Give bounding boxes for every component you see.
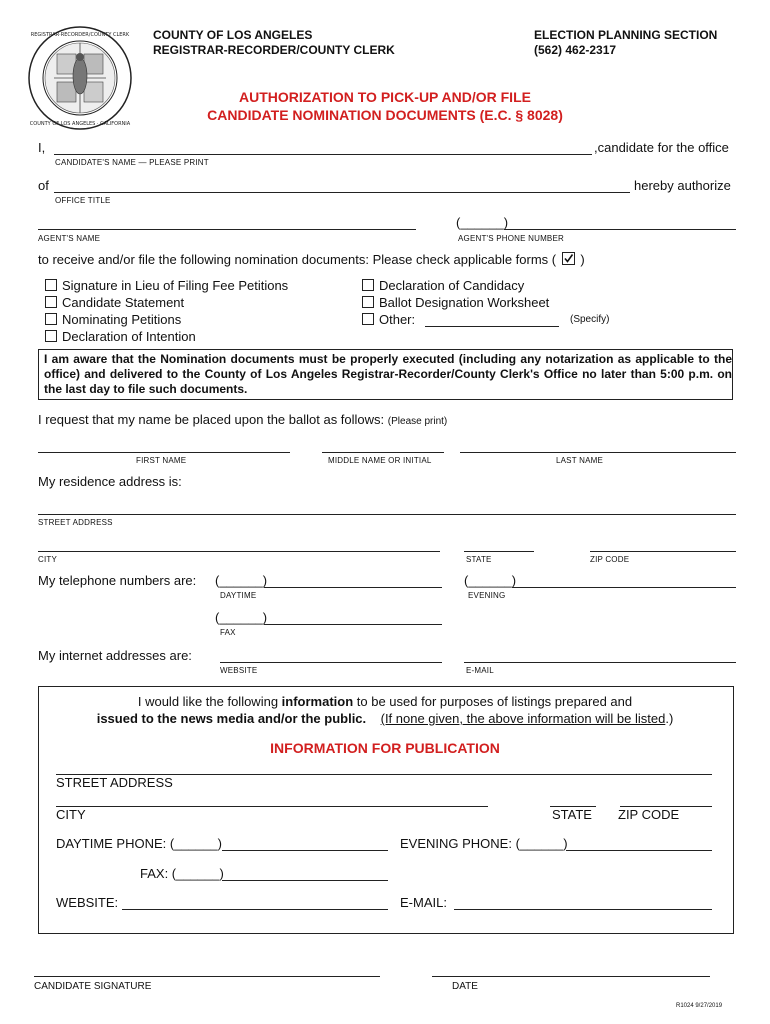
checkbox-item[interactable] bbox=[362, 277, 549, 294]
residence-street-caption: STREET ADDRESS bbox=[38, 518, 113, 527]
email-caption: E-MAIL bbox=[466, 666, 494, 675]
middle-name-input[interactable] bbox=[322, 438, 444, 453]
residence-zip-input[interactable] bbox=[590, 537, 736, 552]
pub-daytime-label: DAYTIME PHONE: (______) bbox=[56, 836, 222, 851]
intro-text: .) bbox=[665, 711, 674, 726]
checkbox-label: Signature in Lieu of Filing Fee Petitions bbox=[62, 278, 289, 293]
checkbox-icon[interactable] bbox=[45, 296, 57, 308]
i-label: I, bbox=[38, 140, 46, 155]
header-left bbox=[153, 28, 395, 58]
county-name: COUNTY OF LOS ANGELES bbox=[153, 28, 313, 42]
phones-label: My telephone numbers are: bbox=[38, 573, 197, 588]
checkbox-icon[interactable] bbox=[362, 296, 374, 308]
first-name-caption: FIRST NAME bbox=[136, 456, 187, 465]
section-phone: (562) 462-2317 bbox=[534, 43, 617, 57]
pub-state-label: STATE bbox=[552, 807, 592, 822]
intro-text: I would like the following bbox=[137, 694, 282, 709]
ballot-request bbox=[38, 412, 447, 427]
fax-phone-prefix: (______) bbox=[215, 610, 268, 625]
ballot-request-note: (Please print) bbox=[387, 416, 448, 427]
notice-box bbox=[38, 349, 733, 400]
pub-zip-label: ZIP CODE bbox=[618, 807, 680, 822]
checkbox-label: Ballot Designation Worksheet bbox=[379, 295, 550, 310]
date-input[interactable] bbox=[432, 962, 710, 977]
pub-fax-input[interactable] bbox=[222, 866, 388, 881]
checkbox-label: Declaration of Intention bbox=[62, 329, 196, 344]
pub-street-label: STREET ADDRESS bbox=[56, 775, 173, 790]
last-name-input[interactable] bbox=[460, 438, 736, 453]
email-input[interactable] bbox=[464, 648, 736, 663]
header-right bbox=[534, 28, 717, 58]
residence-state-caption: STATE bbox=[466, 555, 492, 564]
section-name: ELECTION PLANNING SECTION bbox=[534, 28, 718, 42]
checkbox-label: Nominating Petitions bbox=[62, 312, 182, 327]
svg-text:COUNTY OF LOS ANGELES · CALIFO: COUNTY OF LOS ANGELES · CALIFORNIA bbox=[29, 121, 131, 127]
agent-name-input[interactable] bbox=[38, 215, 416, 230]
checkbox-icon[interactable] bbox=[45, 330, 57, 342]
checkbox-icon[interactable] bbox=[362, 279, 374, 291]
checkbox-item[interactable] bbox=[45, 277, 288, 294]
publication-intro-line-1 bbox=[0, 693, 770, 710]
pub-city-input[interactable] bbox=[56, 792, 488, 807]
checkbox-icon[interactable] bbox=[362, 313, 374, 325]
title-line-2: CANDIDATE NOMINATION DOCUMENTS (E.C. § 8028) bbox=[207, 107, 563, 123]
office-title-caption: OFFICE TITLE bbox=[55, 196, 111, 205]
pub-email-input[interactable] bbox=[454, 895, 712, 910]
pub-evening-label: EVENING PHONE: (______) bbox=[400, 836, 568, 851]
pub-email-label: E-MAIL: bbox=[400, 895, 447, 910]
checkbox-icon[interactable] bbox=[45, 279, 57, 291]
agent-name-caption: AGENT'S NAME bbox=[38, 234, 101, 243]
candidate-name-input[interactable] bbox=[54, 140, 592, 155]
authorize-suffix: hereby authorize bbox=[634, 178, 731, 193]
checkbox-label: Declaration of Candidacy bbox=[379, 278, 525, 293]
intro-bold: information bbox=[281, 694, 354, 709]
signature-caption: CANDIDATE SIGNATURE bbox=[34, 981, 152, 992]
form-id: R1024 9/27/2019 bbox=[676, 1003, 723, 1009]
intro-text: to be used for purposes of listings prepared and bbox=[353, 694, 633, 709]
of-label: of bbox=[38, 178, 49, 193]
other-specify-input[interactable] bbox=[425, 312, 559, 327]
residence-zip-caption: ZIP CODE bbox=[590, 555, 630, 564]
ballot-request-text: I request that my name be placed upon the ballot as follows: bbox=[38, 412, 385, 427]
evening-phone-prefix: (______) bbox=[464, 573, 517, 588]
fax-input[interactable] bbox=[264, 610, 442, 625]
residence-state-input[interactable] bbox=[464, 537, 534, 552]
specify-note: (Specify) bbox=[570, 314, 610, 325]
pub-evening-input[interactable] bbox=[566, 836, 712, 851]
pub-website-input[interactable] bbox=[122, 895, 388, 910]
fax-caption: FAX bbox=[220, 628, 236, 637]
checkbox-label: Candidate Statement bbox=[62, 295, 185, 310]
internet-label: My internet addresses are: bbox=[38, 648, 192, 663]
checkbox-item[interactable] bbox=[362, 294, 549, 311]
page-title bbox=[0, 88, 770, 124]
checkbox-item[interactable] bbox=[45, 328, 288, 345]
checkbox-icon[interactable] bbox=[45, 313, 57, 325]
daytime-phone-input[interactable] bbox=[264, 573, 442, 588]
checkbox-item[interactable] bbox=[45, 311, 288, 328]
instruction-end: ) bbox=[580, 252, 585, 267]
agent-phone-input[interactable] bbox=[504, 215, 736, 230]
pub-street-input[interactable] bbox=[56, 760, 712, 775]
title-line-1: AUTHORIZATION TO PICK-UP AND/OR FILE bbox=[239, 89, 531, 105]
instruction-text: to receive and/or file the following nomination documents: Please check applicable forms ( bbox=[38, 252, 557, 267]
publication-heading: INFORMATION FOR PUBLICATION bbox=[270, 740, 500, 756]
residence-street-input[interactable] bbox=[38, 500, 736, 515]
residence-city-input[interactable] bbox=[38, 537, 440, 552]
first-name-input[interactable] bbox=[38, 438, 290, 453]
evening-phone-input[interactable] bbox=[512, 573, 736, 588]
notice-text: I am aware that the Nomination documents must be properly executed (including any notarization as applicable to the office) and delivered to the County of Los Angeles Registrar-Recorder/County Clerk's Office no later than 5:00 p.m. on the last day to file such documents. bbox=[44, 352, 732, 396]
daytime-caption: DAYTIME bbox=[220, 591, 257, 600]
pub-website-label: WEBSITE: bbox=[56, 895, 119, 910]
intro-bold: issued to the news media and/or the public. bbox=[96, 711, 367, 726]
pub-state-input[interactable] bbox=[550, 792, 596, 807]
website-caption: WEBSITE bbox=[220, 666, 258, 675]
middle-name-caption: MIDDLE NAME OR INITIAL bbox=[328, 456, 432, 465]
residence-label: My residence address is: bbox=[38, 474, 182, 489]
pub-zip-input[interactable] bbox=[620, 792, 712, 807]
pub-fax-label: FAX: (______) bbox=[140, 866, 224, 881]
publication-intro-line-2 bbox=[0, 710, 770, 727]
checkmark-box-icon bbox=[562, 252, 575, 265]
checkbox-item[interactable] bbox=[45, 294, 288, 311]
pub-city-label: CITY bbox=[56, 807, 86, 822]
candidate-suffix: ,candidate for the office bbox=[594, 140, 729, 155]
agent-phone-prefix: (______) bbox=[456, 215, 509, 230]
publication-intro bbox=[0, 693, 770, 727]
last-name-caption: LAST NAME bbox=[556, 456, 603, 465]
website-input[interactable] bbox=[220, 648, 442, 663]
candidate-name-caption: CANDIDATE'S NAME — PLEASE PRINT bbox=[55, 158, 209, 167]
intro-underlined: (If none given, the above information will be listed bbox=[380, 711, 666, 726]
svg-text:REGISTRAR·RECORDER/COUNTY CLER: REGISTRAR·RECORDER/COUNTY CLERK bbox=[30, 32, 130, 38]
evening-caption: EVENING bbox=[468, 591, 506, 600]
documents-list-left bbox=[45, 277, 288, 345]
office-name: REGISTRAR-RECORDER/COUNTY CLERK bbox=[153, 43, 395, 57]
residence-city-caption: CITY bbox=[38, 555, 58, 564]
daytime-phone-prefix: (______) bbox=[215, 573, 268, 588]
signature-input[interactable] bbox=[34, 962, 380, 977]
date-caption: DATE bbox=[452, 981, 478, 992]
documents-instruction bbox=[38, 252, 585, 267]
office-title-input[interactable] bbox=[54, 178, 630, 193]
pub-daytime-input[interactable] bbox=[222, 836, 388, 851]
checkbox-label: Other: bbox=[379, 312, 416, 327]
agent-phone-caption: AGENT'S PHONE NUMBER bbox=[458, 234, 564, 243]
